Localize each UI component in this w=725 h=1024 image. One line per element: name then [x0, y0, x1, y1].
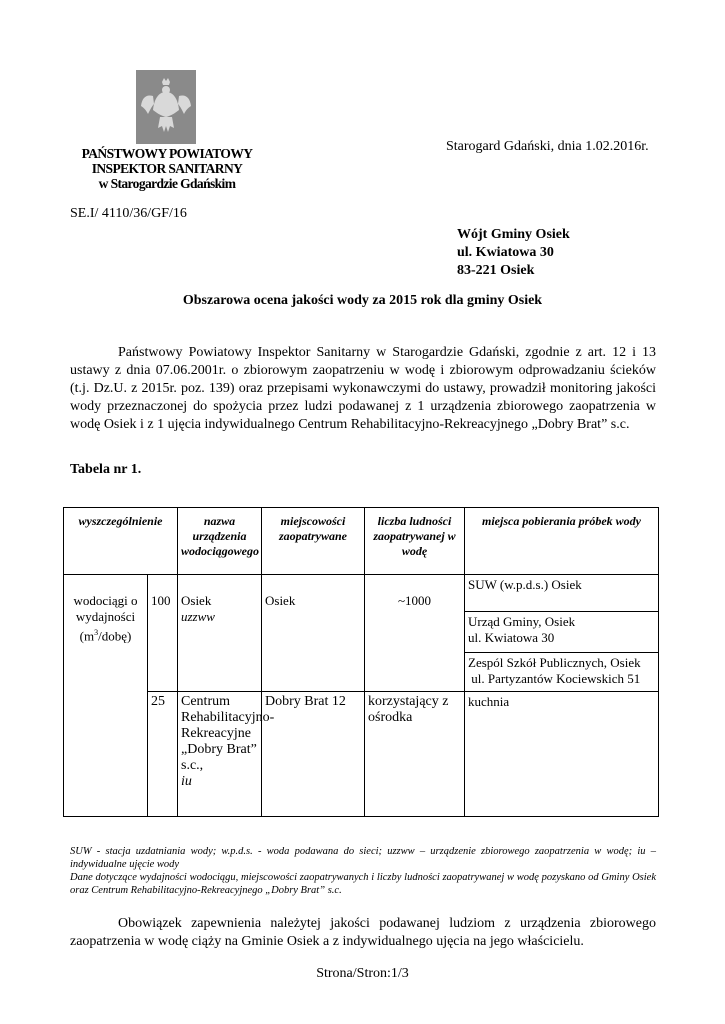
page-number: Strona/Stron:1/3 — [316, 966, 409, 981]
eagle-emblem-icon — [136, 70, 196, 144]
header-population: liczba ludności zaopatrywanej w wodę — [365, 508, 465, 575]
sampling-point-cell: SUW (w.p.d.s.) Osiek — [465, 575, 659, 612]
table-label: Tabela nr 1. — [70, 462, 142, 477]
population-cell: korzystający z ośrodka — [365, 692, 465, 817]
final-paragraph: Obowiązek zapewnienia należytej jakości podawanej ludziom z urządzenia zbiorowego zaopatrzenia w wodę ciąży na Gminie Osiek a z indywidualnego ujęcia na jego właścicielu. — [70, 916, 656, 949]
recipient-address — [457, 226, 570, 280]
date-line: Starogard Gdański, dnia 1.02.2016r. — [446, 139, 649, 154]
sampling-point-cell: Urząd Gminy, Osiek ul. Kwiatowa 30 — [465, 612, 659, 653]
table-header-row — [64, 508, 659, 575]
table-row — [64, 692, 659, 817]
row-label: wodociągi o wydajności $(m^3/dobę)$ — [64, 575, 148, 817]
places-cell: Dobry Brat 12 — [262, 692, 365, 817]
header-device-name: nazwa urządzenia wodociągowego — [178, 508, 262, 575]
water-table — [63, 507, 659, 817]
office-line-2: INSPEKTOR SANITARNY — [91, 161, 243, 176]
office-line-3: w Starogardzie Gdańskim — [98, 176, 236, 191]
intro-text: Państwowy Powiatowy Inspektor Sanitarny w Starogardzie Gdański, zgodnie z art. 12 i 13 ustawy z dnia 07.06.2001r. o zbiorowym zaopatrzeniu w wodę i zbiorowym odprowadzaniu ścieków (t.j. Dz.U. z 2015r. poz. 139) oraz przepisami wykonawczymi do ustawy, prowadził monitoring jakości wody przeznaczonej do spożycia przez ludzi podawanej z 1 urządzenia zbiorowego zaopatrzenia w wodę Osiek i z 1 ujęcia indywidualnego Centrum Rehabilitacyjno-Rekreacyjnego „Dobry Brat” s.c. — [70, 345, 656, 432]
header-description: wyszczególnienie — [64, 508, 178, 575]
population-cell: ~1000 — [365, 575, 465, 692]
recipient-line-1: Wójt Gminy Osiek — [457, 227, 570, 242]
recipient-line-2: ul. Kwiatowa 30 — [457, 245, 554, 260]
reference-number: SE.I/ 4110/36/GF/16 — [70, 206, 187, 221]
header-sampling-points: miejsca pobierania próbek wody — [465, 508, 659, 575]
recipient-line-3: 83-221 Osiek — [457, 263, 535, 278]
table-row — [64, 575, 659, 612]
office-line-1: PAŃSTWOWY POWIATOWY — [81, 146, 253, 161]
device-name-cell: Centrum Rehabilitacyjno-Rekreacyjne „Dobry Brat” s.c., iu — [178, 692, 262, 817]
sampling-point-cell: kuchnia — [465, 692, 659, 817]
intro-paragraph — [70, 344, 656, 434]
header-places: miejscowości zaopatrywane — [262, 508, 365, 575]
abbreviations-note: SUW - stacja uzdatniania wody; w.p.d.s. - woda podawana do sieci; uzzww – urządzenie zbiorowego zaopatrzenia w wodę; iu – indywidualne ujęcie wody — [70, 846, 656, 870]
sampling-point-cell: Zespól Szkół Publicznych, Osiek ul. Partyzantów Kociewskich 51 — [465, 653, 659, 692]
document-title: Obszarowa ocena jakości wody za 2015 rok dla gminy Osiek — [182, 293, 543, 308]
device-name-cell: Osiek uzzww — [178, 575, 262, 692]
office-name — [62, 146, 272, 191]
capacity-cell: 100 — [148, 575, 178, 692]
capacity-cell: 25 — [148, 692, 178, 817]
sources-note: Dane dotyczące wydajności wodociągu, miejscowości zaopatrywanych i liczby ludności zaopatrywanej w wodę pozyskano od Gminy Osiek oraz Centrum Rehabilitacyjno-Rekreacyjnego „Dobry Brat” s.c. — [70, 872, 656, 896]
table-notes — [70, 845, 656, 897]
places-cell: Osiek — [262, 575, 365, 692]
